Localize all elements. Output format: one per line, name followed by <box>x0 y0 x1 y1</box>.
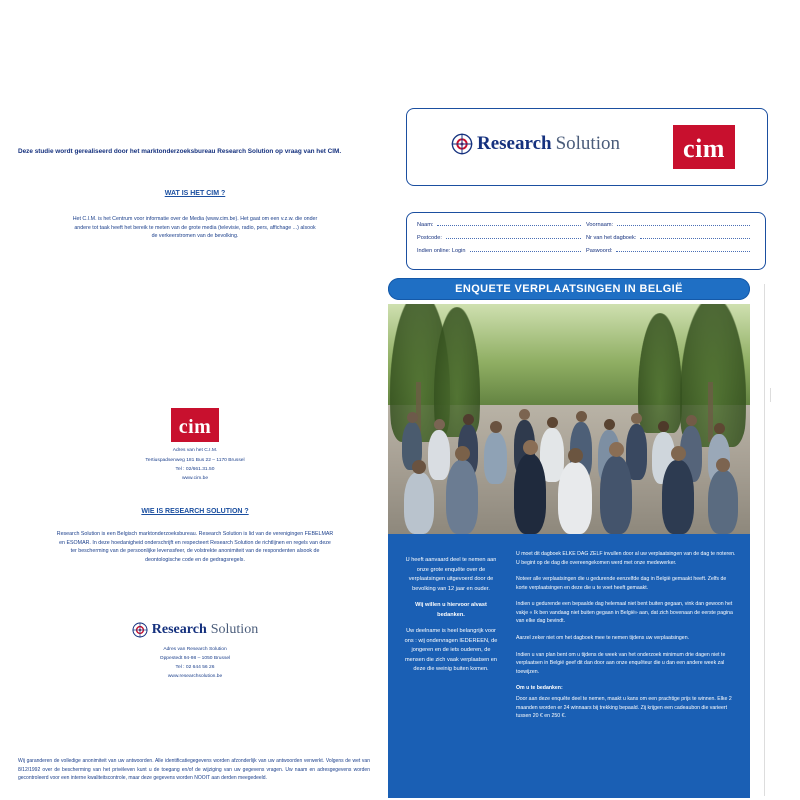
survey-title-banner: ENQUETE VERPLAATSINGEN IN BELGIË <box>388 278 750 300</box>
research-solution-logo <box>10 622 380 638</box>
photo-tree <box>638 313 682 433</box>
instruction-paragraph-1: U moet dit dagboek ELKE DAG ZELF invullen door al uw verplaatsingen van de dag te noteren. U begint op de dag die overeengekomen werd met onze medewerker. <box>516 551 736 566</box>
cim-address-label: Adres van het C.I.M. <box>172 448 218 453</box>
intro-paragraph-3: Uw deelname is heel belangrijk voor ons : wij ondervragen IEDEREEN, de jongeren en de iets ouderen, de mensen die zich vaak verplaatsen en deze die weinig buiten komen. <box>404 628 498 672</box>
field-paswoord[interactable] <box>586 245 755 254</box>
logo-word-solution: Solution <box>210 622 259 637</box>
crowd-photo <box>388 304 750 534</box>
cim-website: www.cim.be <box>181 476 209 481</box>
target-icon <box>451 133 473 155</box>
paswoord-input[interactable] <box>616 245 750 252</box>
instruction-paragraph-3: Indien u gedurende een bepaalde dag helemaal niet bent buiten gegaan, vink dan gewoon het vakje « Ik ben vandaag niet buiten gegaan in België» aan, dat zich bovenaan de eerste pagina van elke dag bevindt. <box>516 601 733 625</box>
naam-label: Naam: <box>417 221 434 228</box>
instruction-paragraph-4: Aarzel zeker niet om het dagboek mee te nemen tijdens uw verplaatsingen. <box>516 635 690 642</box>
section-title-cim: WAT IS HET CIM ? <box>164 190 226 197</box>
field-naam[interactable] <box>417 219 586 228</box>
logo-word-solution: Solution <box>555 133 620 154</box>
section-body-cim: Het C.I.M. is het Centrum voor informatie over de Media (www.cim.be). Het gaat om een v.z.w. die onder andere tot taak heeft het bereik te meten van de grote media (televisie, radio, pers, affichage ...) alsook de verkeerstromen van de bevolking. <box>72 216 318 240</box>
rs-address-line1: Oppestedt 94-98 – 1050 Brussel <box>159 656 231 661</box>
intro-paragraph-2: Wij willen u hiervoor alvast bedanken. <box>415 602 487 618</box>
left-page-footer: Wij garanderen de volledige anonimiteit van uw antwoorden. Alle identificatiegegevens worden afzonderlijk van uw antwoorden verwerkt. Volgens de wet van 8/12/1992 over de bescherming van het privéleven kunt u de toegang en/of de wijziging van uw gegevens vragen. Uw naam en adresgegevens worden gecontroleerd voor een interne kwaliteitscontrole, maar deze gegevens worden NOOIT aan derden meegedeeld. <box>18 758 370 781</box>
instruction-paragraph-2: Noteer alle verplaatsingen die u gedurende eenzelfde dag in België gemaakt heeft. Zelfs de korte verplaatsingen en deze die u te voet heeft gemaakt. <box>516 576 727 591</box>
section-title-research-solution: WIE IS RESEARCH SOLUTION ? <box>141 508 249 515</box>
field-nr-dagboek[interactable] <box>586 232 755 241</box>
reward-title: Om u te bedanken: <box>516 685 563 692</box>
research-solution-logo-right <box>451 133 620 155</box>
cim-address-line1: Tertiuspadsenweg 181 Bus 22 – 1170 Brussel <box>145 458 245 463</box>
intro-paragraph-1: U heeft aanvaard deel te nemen aan onze grote enquête over de verplaatsingen uitgevoerd door de bevolking van 12 jaar en ouder. <box>405 557 497 592</box>
rs-address-label: Adres van Research Solution <box>163 647 227 652</box>
login-input[interactable] <box>470 245 581 252</box>
rs-website: www.researchsolution.be <box>167 674 223 679</box>
field-postcode[interactable] <box>417 232 586 241</box>
cim-logo: cim <box>673 125 735 169</box>
cim-logo: cim <box>171 408 219 442</box>
respondent-form <box>406 212 766 270</box>
nr-dagboek-input[interactable] <box>640 232 750 239</box>
cim-address-line2: Tel : 02/661.31.50 <box>175 467 215 472</box>
form-row-postcode <box>417 232 755 241</box>
rs-address-line2: Tel : 02 644 56 26 <box>175 665 215 670</box>
voornaam-label: Voornaam: <box>586 221 614 228</box>
field-voornaam[interactable] <box>586 219 755 228</box>
right-brochure-page <box>388 108 788 720</box>
page-edge <box>764 284 765 796</box>
page-edge <box>770 388 771 402</box>
target-icon <box>132 622 148 638</box>
section-body-research-solution: Research Solution is een Belgisch marktonderzoeksbureau. Research Solution is lid van de verenigingen FEBELMAR en ESOMAR. In deze hoedanigheid onderschrijft en respecteert Research Solution de richtlijnen en regels van deze ter bescherming van de persoonlijke levenssfeer, de volstrekte anonimiteit van de respondenten alsook de deontologische code en de gedragsregels. <box>56 531 334 564</box>
voornaam-input[interactable] <box>617 219 750 226</box>
form-row-name <box>417 219 755 228</box>
login-label: Indien online: Login <box>417 247 466 254</box>
reward-paragraph: Door aan deze enquête deel te nemen, maakt u kans om een prachtige prijs te winnen. Elke 2 maanden worden er 24 winnaars bij trekking bepaald. Zij krijgen een cadeaubon die varieert tussen 20 € en 250 €. <box>516 695 732 720</box>
logo-header-card <box>406 108 768 186</box>
instructions-panel <box>388 534 750 798</box>
nr-dagboek-label: Nr van het dagboek: <box>586 234 637 241</box>
field-login[interactable] <box>417 245 586 254</box>
paswoord-label: Paswoord: <box>586 247 613 254</box>
left-page-header: Deze studie wordt gerealiseerd door het marktonderzoeksbureau Research Solution op vraag van het CIM. <box>18 148 342 155</box>
logo-word-research: Research <box>477 133 552 154</box>
postcode-input[interactable] <box>446 232 581 239</box>
instructions-right-column <box>516 550 736 729</box>
left-brochure-page <box>10 140 380 685</box>
form-row-login <box>417 245 755 254</box>
photo-tree-trunk <box>708 382 713 442</box>
logo-word-research: Research <box>151 622 207 637</box>
postcode-label: Postcode: <box>417 234 442 241</box>
naam-input[interactable] <box>437 219 581 226</box>
instruction-paragraph-5: Indien u van plan bent om u tijdens de week van het onderzoek minimum drie dagen niet te verplaatsen in België geef dit dan door aan onze enquêteur die u dan een andere week zal toewijzen. <box>516 651 726 675</box>
instructions-left-column <box>402 556 500 682</box>
